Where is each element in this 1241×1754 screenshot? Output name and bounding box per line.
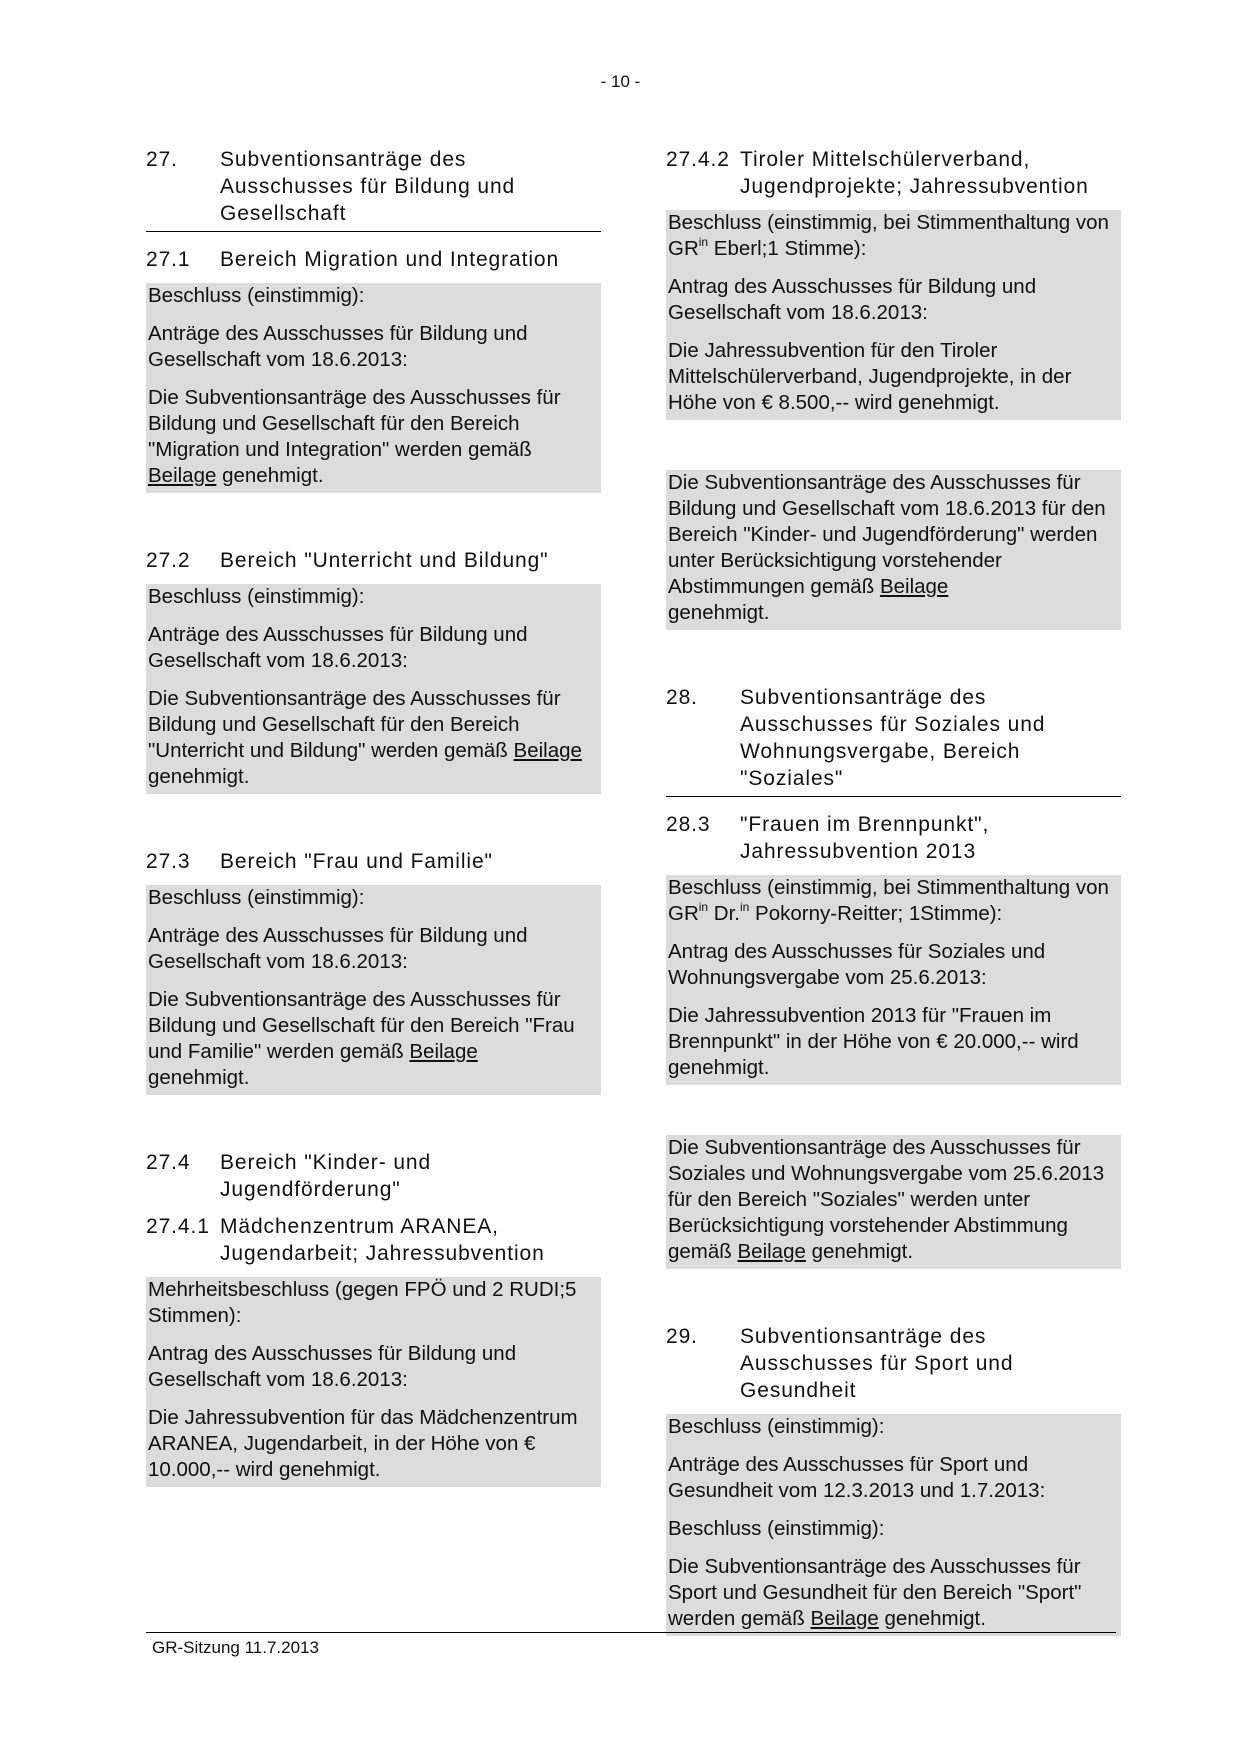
summary-text: Die Subventionsanträge des Ausschusses für Bildung und Gesellschaft vom 18.6.2013 für den Bereich "Kinder- und Jugendförderung" werden unter Berücksichtigung vorstehender Abstimmungen gemäß Beilage genehmigt. (668, 471, 1106, 624)
section-27-2-heading (146, 547, 601, 574)
resolution-type: Beschluss (einstimmig): (668, 1517, 885, 1540)
section-title: Bereich Migration und Integration (220, 248, 560, 271)
resolution-box-27-1 (146, 283, 601, 493)
resolution-type: Beschluss (einstimmig): (148, 585, 365, 608)
section-27-heading (146, 146, 601, 232)
section-number: 27.3 (146, 850, 191, 873)
section-title: Bereich "Frau und Familie" (220, 850, 493, 873)
resolution-text: Die Jahressubvention für das Mädchenzentrum ARANEA, Jugendarbeit, in der Höhe von € 10.000,-- wird genehmigt. (148, 1406, 578, 1481)
section-title: Tiroler Mittelschülerverband, Jugendprojekte; Jahressubvention (740, 148, 1089, 198)
section-27-4-2-heading (666, 146, 1121, 200)
beilage-link[interactable]: Beilage (148, 464, 217, 487)
resolution-box-27-2 (146, 584, 601, 794)
resolution-type: Beschluss (einstimmig): (148, 284, 365, 307)
summary-text: Die Subventionsanträge des Ausschusses für Soziales und Wohnungsvergabe vom 25.6.2013 für den Bereich "Soziales" werden unter Berücksichtigung vorstehender Abstimmung gemäß Beilage genehmigt. (668, 1136, 1105, 1263)
section-number: 27.4.1 (146, 1215, 210, 1238)
motion-source: Antrag des Ausschusses für Soziales und Wohnungsvergabe vom 25.6.2013: (668, 940, 1046, 989)
resolution-text: Die Subventionsanträge des Ausschusses für Sport und Gesundheit für den Bereich "Sport" werden gemäß Beilage genehmigt. (668, 1555, 1082, 1630)
section-title: Bereich "Kinder- und Jugendförderung" (220, 1151, 432, 1201)
section-title: Subventionsanträge des Ausschusses für Soziales und Wohnungsvergabe, Bereich "Soziales" (740, 686, 1046, 790)
section-number: 27. (146, 148, 178, 171)
resolution-type: Beschluss (einstimmig, bei Stimmenthaltung von $GR^{in}$ Dr.$^{in}$ Pokorny-Reitter; 1Stimme): (668, 876, 1109, 925)
resolution-box-27-4-2 (666, 210, 1121, 420)
section-28-heading (666, 684, 1121, 797)
summary-box-28 (666, 1135, 1121, 1269)
section-29-heading (666, 1323, 1121, 1404)
section-27-3-heading (146, 848, 601, 875)
left-column (146, 146, 601, 1487)
section-number: 27.4 (146, 1151, 191, 1174)
resolution-text: Die Subventionsanträge des Ausschusses für Bildung und Gesellschaft für den Bereich "Unterricht und Bildung" werden gemäß Beilage genehmigt. (148, 687, 582, 788)
resolution-type: Beschluss (einstimmig): (668, 1415, 885, 1438)
section-title: Bereich "Unterricht und Bildung" (220, 549, 549, 572)
section-28-3-heading (666, 811, 1121, 865)
resolution-box-27-4-1 (146, 1277, 601, 1487)
section-number: 28. (666, 686, 698, 709)
resolution-type: Beschluss (einstimmig): (148, 886, 365, 909)
motion-source: Antrag des Ausschusses für Bildung und Gesellschaft vom 18.6.2013: (148, 1342, 517, 1391)
section-27-4-1-heading (146, 1213, 601, 1267)
motion-source: Anträge des Ausschusses für Bildung und Gesellschaft vom 18.6.2013: (148, 623, 528, 672)
summary-box-27 (666, 470, 1121, 630)
page-number: - 10 - (600, 72, 641, 91)
resolution-text: Die Jahressubvention 2013 für "Frauen im Brennpunkt" in der Höhe von € 20.000,-- wird genehmigt. (668, 1004, 1079, 1079)
resolution-text: Die Jahressubvention für den Tiroler Mittelschülerverband, Jugendprojekte, in der Höhe von € 8.500,-- wird genehmigt. (668, 339, 1072, 414)
section-number: 27.1 (146, 248, 191, 271)
resolution-text: Die Subventionsanträge des Ausschusses für Bildung und Gesellschaft für den Bereich "Frau und Familie" werden gemäß Beilage genehmigt. (148, 988, 575, 1089)
section-number: 27.2 (146, 549, 191, 572)
section-title: Subventionsanträge des Ausschusses für Sport und Gesundheit (740, 1325, 1014, 1402)
footer-text: GR-Sitzung 11.7.2013 (152, 1638, 319, 1657)
section-title: "Frauen im Brennpunkt", Jahressubvention 2013 (740, 813, 990, 863)
section-number: 28.3 (666, 813, 711, 836)
motion-source: Anträge des Ausschusses für Bildung und Gesellschaft vom 18.6.2013: (148, 924, 528, 973)
section-title: Subventionsanträge des Ausschusses für Bildung und Gesellschaft (220, 148, 516, 225)
motion-source: Anträge des Ausschusses für Sport und Gesundheit vom 12.3.2013 und 1.7.2013: (668, 1453, 1046, 1502)
beilage-link[interactable]: Beilage (810, 1607, 879, 1630)
section-27-1-heading (146, 246, 601, 273)
resolution-type: Mehrheitsbeschluss (gegen FPÖ und 2 RUDI;5 Stimmen): (148, 1278, 577, 1327)
resolution-box-27-3 (146, 885, 601, 1095)
beilage-link[interactable]: Beilage (737, 1240, 806, 1263)
section-number: 27.4.2 (666, 148, 730, 171)
beilage-link[interactable]: Beilage (879, 575, 949, 598)
resolution-text: Die Subventionsanträge des Ausschusses für Bildung und Gesellschaft für den Bereich "Migration und Integration" werden gemäß Beilage genehmigt. (148, 386, 561, 487)
resolution-box-29 (666, 1414, 1121, 1636)
section-title: Mädchenzentrum ARANEA, Jugendarbeit; Jahressubvention (220, 1215, 545, 1265)
beilage-link[interactable]: Beilage (409, 1040, 478, 1063)
right-column (666, 146, 1121, 1636)
resolution-type: Beschluss (einstimmig, bei Stimmenthaltung von $GR^{in}$ Eberl;1 Stimme): (668, 211, 1109, 260)
resolution-box-28-3 (666, 875, 1121, 1085)
section-27-4-heading (146, 1149, 601, 1203)
beilage-link[interactable]: Beilage (513, 739, 582, 762)
motion-source: Anträge des Ausschusses für Bildung und Gesellschaft vom 18.6.2013: (148, 322, 528, 371)
motion-source: Antrag des Ausschusses für Bildung und Gesellschaft vom 18.6.2013: (668, 275, 1037, 324)
footer-divider (146, 1632, 1116, 1633)
section-number: 29. (666, 1325, 698, 1348)
